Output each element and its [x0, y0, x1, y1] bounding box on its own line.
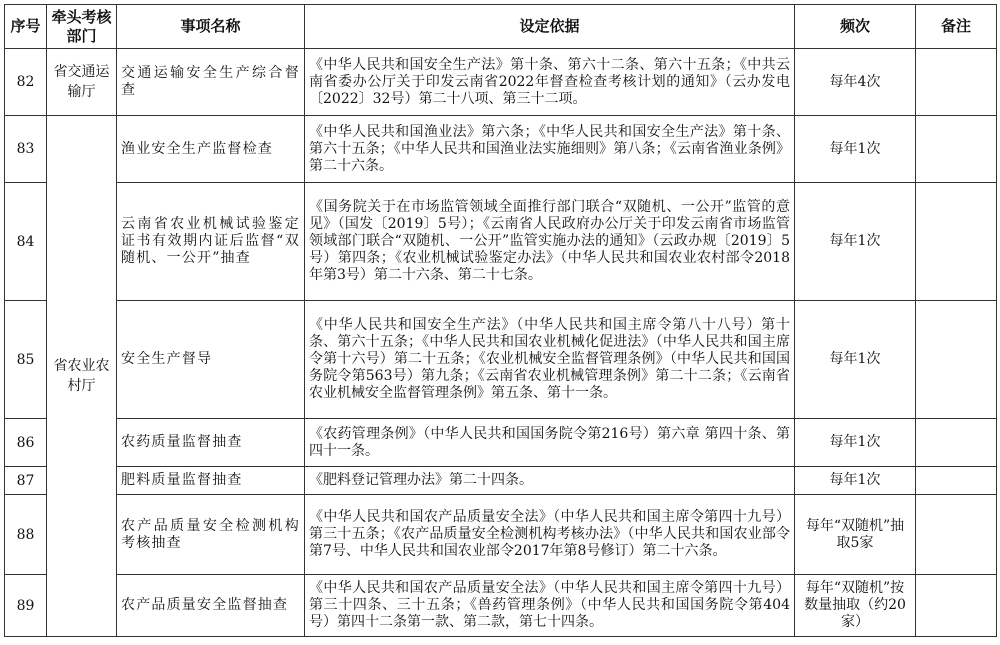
row-note: [916, 467, 997, 495]
header-note: 备注: [916, 5, 997, 49]
row-basis: 《中华人民共和国农产品质量安全法》（中华人民共和国主席令第四十九号）第三十五条；《农产品质量安全检测机构考核办法》（中华人民共和国农业部令第7号、中华人民共和国农业部令2017年第8号修订）第二十六条。: [305, 495, 795, 575]
row-freq: 每年“双随机”按数量抽取（约20家）: [795, 575, 916, 637]
row-basis: 《农药管理条例》（中华人民共和国国务院令第216号）第六章 第四十条、第四十一条。: [305, 419, 795, 467]
table-row: [5, 116, 997, 183]
table-header-row: [5, 5, 997, 49]
row-freq: 每年1次: [795, 116, 916, 183]
table-row: [5, 301, 997, 419]
header-dept: 牵头考核部门: [47, 5, 117, 49]
row-note: [916, 495, 997, 575]
row-seq: 89: [5, 575, 47, 637]
row-seq: 84: [5, 183, 47, 301]
table-row: [5, 495, 997, 575]
row-note: [916, 575, 997, 637]
inspection-items-table: [4, 4, 997, 637]
row-seq: 86: [5, 419, 47, 467]
row-note: [916, 301, 997, 419]
row-seq: 82: [5, 49, 47, 116]
row-item: 云南省农业机械试验鉴定证书有效期内证后监督“双随机、一公开”抽查: [117, 183, 305, 301]
row-basis: 《中华人民共和国渔业法》第六条；《中华人民共和国安全生产法》第十条、第六十五条；《中华人民共和国渔业法实施细则》第八条；《云南省渔业条例》第二十六条。: [305, 116, 795, 183]
row-basis: 《中华人民共和国安全生产法》第十条、第六十二条、第六十五条；《中共云南省委办公厅关于印发云南省2022年督查检查考核计划的通知》（云办发电〔2022〕32号）第二十八项、第三十二项。: [305, 49, 795, 116]
row-seq: 83: [5, 116, 47, 183]
row-basis: 《中华人民共和国农产品质量安全法》（中华人民共和国主席令第四十九号）第三十四条、三十五条；《兽药管理条例》（中华人民共和国国务院令第404号）第四十二条第一款、第二款，第七十四条。: [305, 575, 795, 637]
header-basis: 设定依据: [305, 5, 795, 49]
row-dept: 省交通运输厅: [47, 49, 117, 116]
row-seq: 87: [5, 467, 47, 495]
header-seq: 序号: [5, 5, 47, 49]
row-item: 渔业安全生产监督检查: [117, 116, 305, 183]
row-freq: 每年“双随机”抽取5家: [795, 495, 916, 575]
row-item: 安全生产督导: [117, 301, 305, 419]
row-item: 交通运输安全生产综合督查: [117, 49, 305, 116]
row-freq: 每年1次: [795, 419, 916, 467]
row-item: 农药质量监督抽查: [117, 419, 305, 467]
table-row: [5, 419, 997, 467]
row-seq: 88: [5, 495, 47, 575]
row-freq: 每年1次: [795, 183, 916, 301]
row-item: 肥料质量监督抽查: [117, 467, 305, 495]
row-freq: 每年1次: [795, 301, 916, 419]
merged-dept-cell: 省农业农村厅: [47, 116, 117, 637]
table-row: [5, 49, 997, 116]
row-item: 农产品质量安全检测机构考核抽查: [117, 495, 305, 575]
table-row: [5, 575, 997, 637]
row-basis: 《中华人民共和国安全生产法》（中华人民共和国主席令第八十八号）第十条、第六十五条；《中华人民共和国农业机械化促进法》（中华人民共和国主席令第十六号）第二十五条；《农业机械安全监督管理条例》（中华人民共和国国务院令第563号）第九条；《云南省农业机械管理条例》第二十二条；《云南省农业机械安全监督管理条例》第五条、第十一条。: [305, 301, 795, 419]
table-row: [5, 183, 997, 301]
row-note: [916, 116, 997, 183]
row-basis: 《肥料登记管理办法》第二十四条。: [305, 467, 795, 495]
row-item: 农产品质量安全监督抽查: [117, 575, 305, 637]
row-basis: 《国务院关于在市场监管领域全面推行部门联合“双随机、一公开”监管的意见》（国发〔2019〕5号）；《云南省人民政府办公厅关于印发云南省市场监管领域部门联合“双随机、一公开”监管实施办法的通知》（云政办规〔2019〕5号）第四条；《农业机械试验鉴定办法》（中华人民共和国农业农村部令2018年第3号）第二十六条、第二十七条。: [305, 183, 795, 301]
row-freq: 每年4次: [795, 49, 916, 116]
row-note: [916, 419, 997, 467]
row-note: [916, 49, 997, 116]
header-freq: 频次: [795, 5, 916, 49]
header-item: 事项名称: [117, 5, 305, 49]
row-seq: 85: [5, 301, 47, 419]
row-freq: 每年1次: [795, 467, 916, 495]
row-note: [916, 183, 997, 301]
table-row: [5, 467, 997, 495]
